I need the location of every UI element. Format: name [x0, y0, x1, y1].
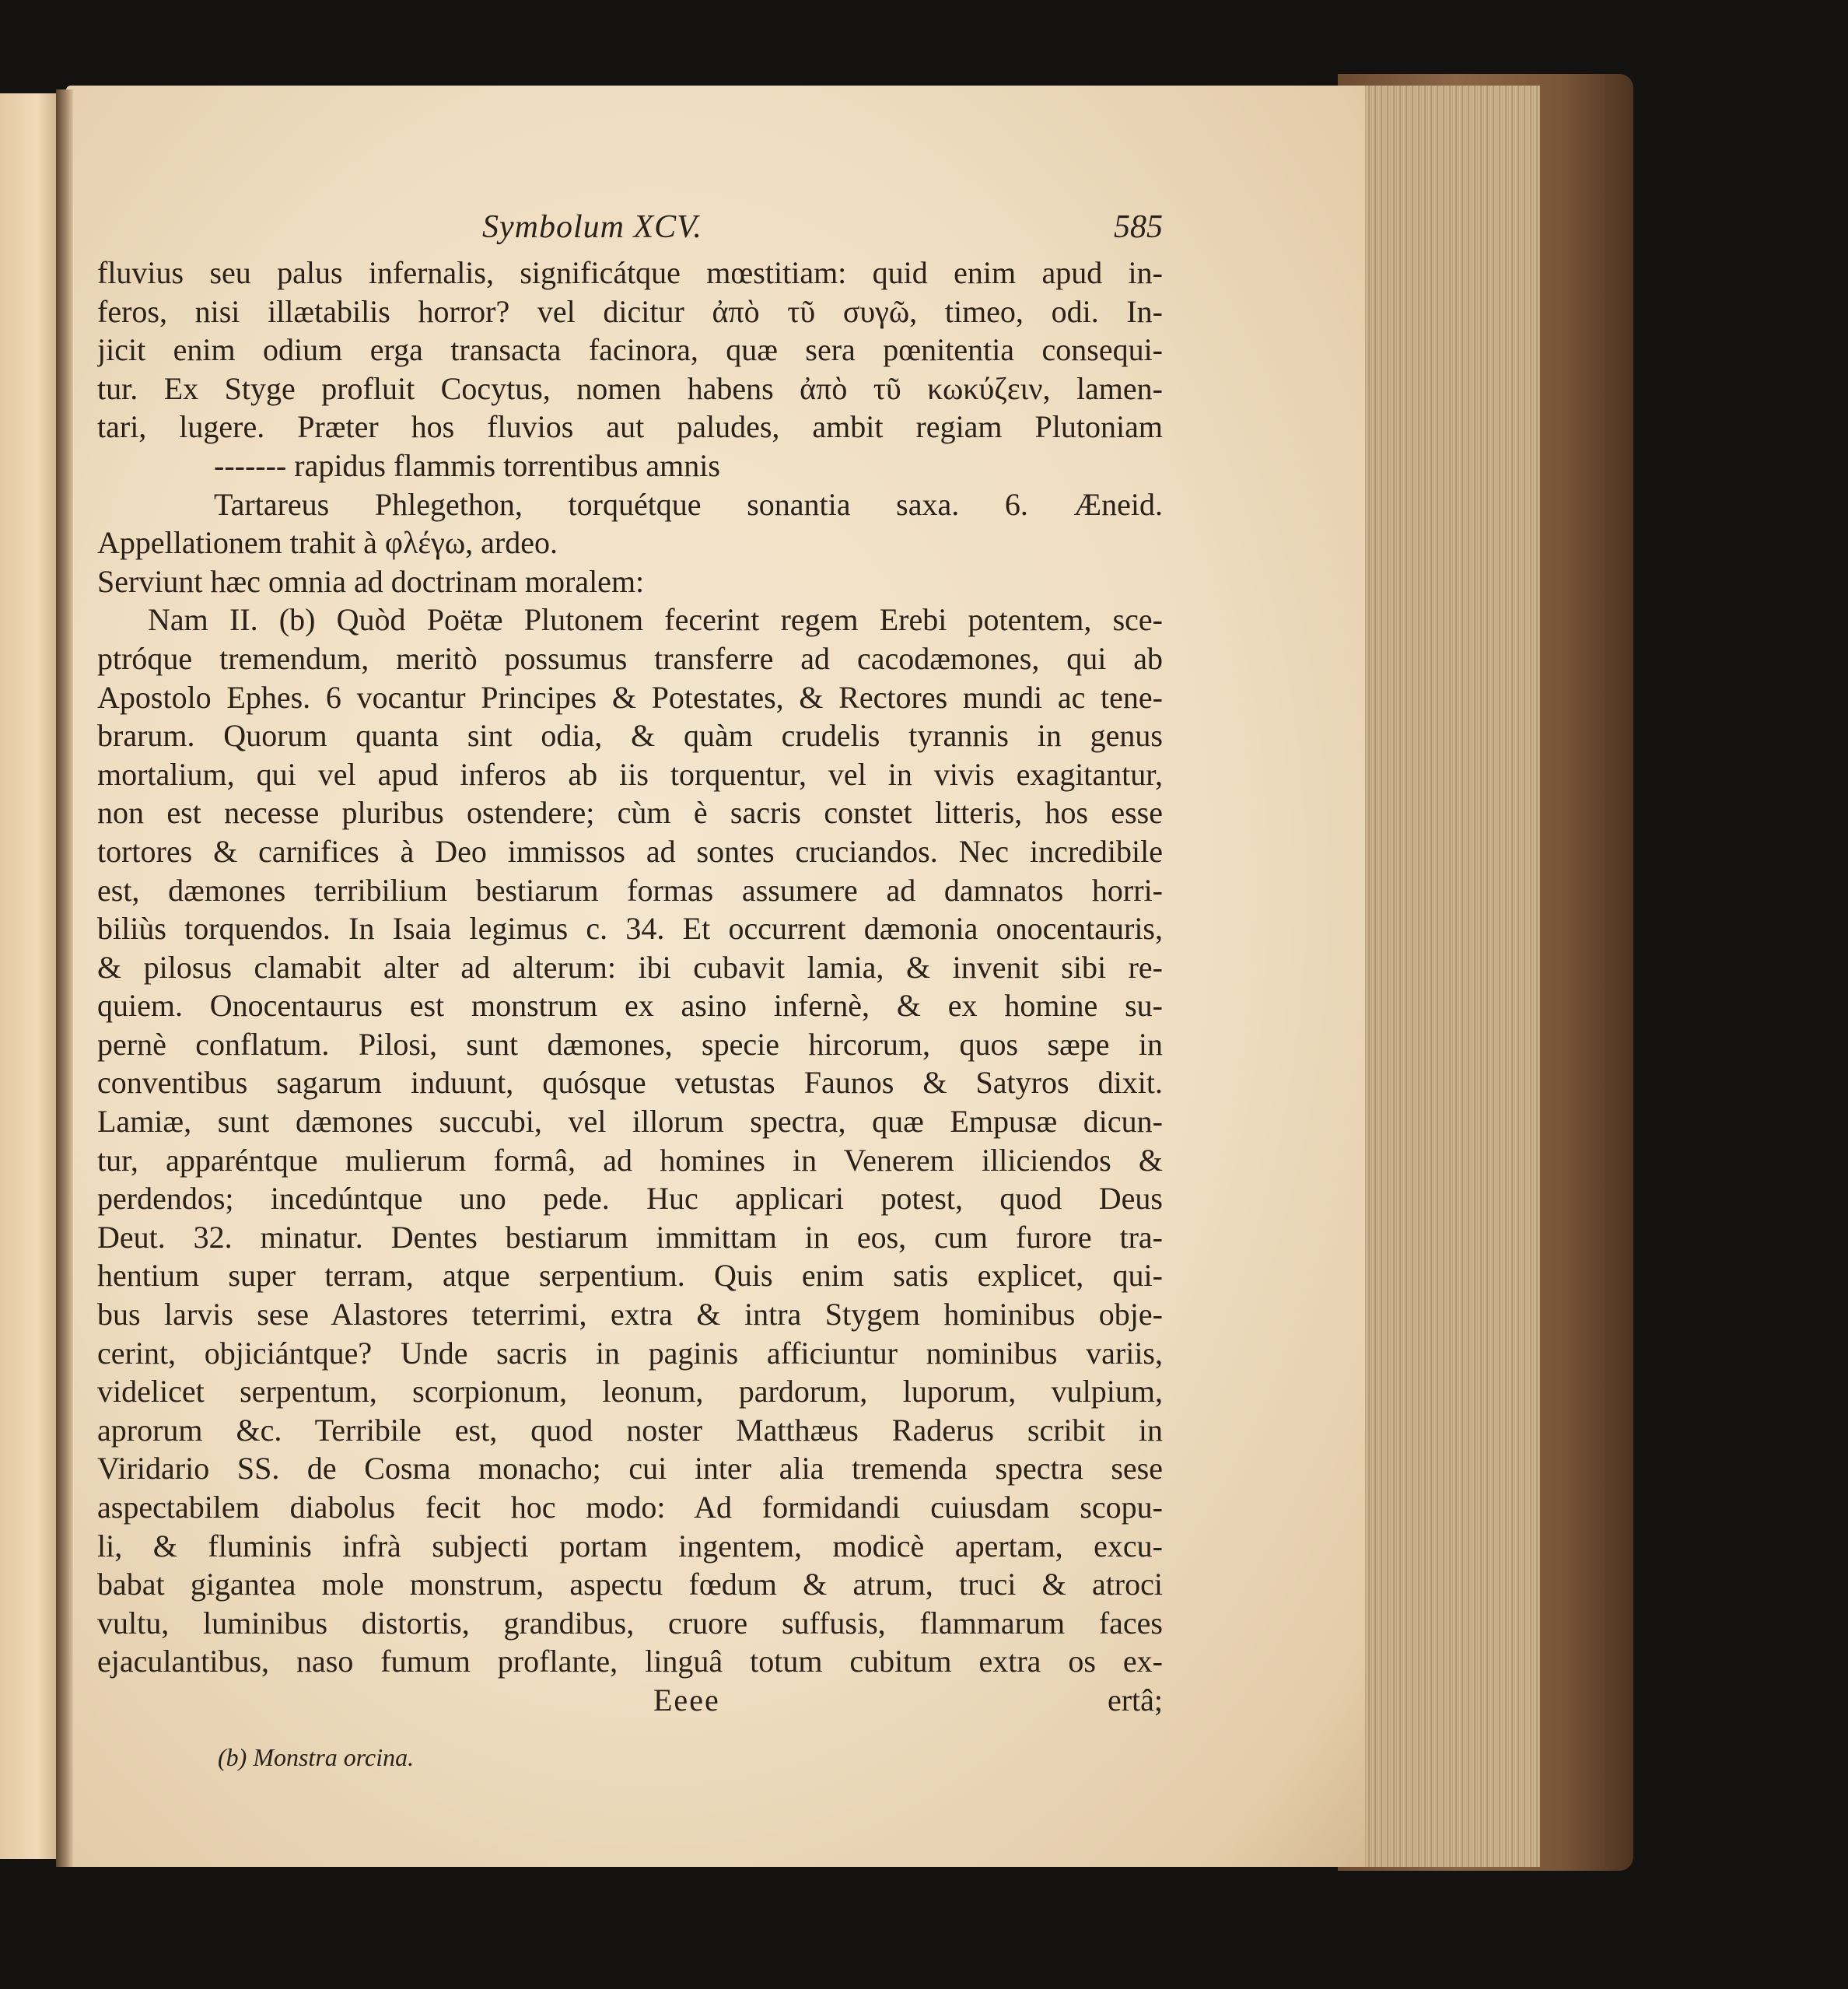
signature-mark: Eeee: [653, 1682, 720, 1718]
text-line: babat gigantea mole monstrum, aspectu fœdum & atrum, truci & atroci: [97, 1567, 1163, 1602]
facing-page-edge: [0, 93, 62, 1859]
text-line: fluvius seu palus infernalis, significátque mœstitiam: quid enim apud in-: [97, 255, 1163, 290]
text-line: Lamiæ, sunt dæmones succubi, vel illorum spectra, quæ Empusæ dicun-: [97, 1104, 1163, 1140]
text-line: aspectabilem diabolus fecit hoc modo: Ad formidandi cuiusdam scopu-: [97, 1490, 1163, 1525]
text-line: non est necesse pluribus ostendere; cùm è sacris constet litteris, hos esse: [97, 795, 1163, 831]
text-line: videlicet serpentum, scorpionum, leonum, pardorum, luporum, vulpium,: [97, 1374, 1163, 1409]
text-line: aprorum &c. Terribile est, quod noster Matthæus Raderus scribit in: [97, 1412, 1163, 1448]
running-head: Symbolum XCV.: [482, 209, 702, 245]
text-line: ejaculantibus, naso fumum proflante, linguâ totum cubitum extra os ex-: [97, 1644, 1163, 1679]
text-line: tur. Ex Styge profluit Cocytus, nomen habens ἀπὸ τῦ κωκύζειν, lamen-: [97, 370, 1163, 406]
verse-line: Tartareus Phlegethon, torquétque sonantia saxa. 6. Æneid.: [214, 486, 1163, 522]
verse-line: ------- rapidus flammis torrentibus amnis: [214, 447, 720, 483]
text-line: li, & fluminis infrà subjecti portam ingentem, modicè apertam, excu-: [97, 1528, 1163, 1564]
text-line: biliùs torquendos. In Isaia legimus c. 34. Et occurrent dæmonia onocentauris,: [97, 911, 1163, 947]
text-line: & pilosus clamabit alter ad alterum: ibi cubavit lamia, & invenit sibi re-: [97, 949, 1163, 985]
text-line: vultu, luminibus distortis, grandibus, cruore suffusis, flammarum faces: [97, 1605, 1163, 1641]
page-footer: [97, 1681, 1163, 1720]
text-line: Deut. 32. minatur. Dentes bestiarum immittam in eos, cum furore tra-: [97, 1219, 1163, 1255]
text-line: perdendos; incedúntque uno pede. Huc applicari potest, quod Deus: [97, 1181, 1163, 1217]
text-line: tortores & carnifices à Deo immissos ad sontes cruciandos. Nec incredibile: [97, 833, 1163, 869]
text-line: pernè conflatum. Pilosi, sunt dæmones, specie hircorum, quos sæpe in: [97, 1026, 1163, 1062]
text-line: Appellationem trahit à φλέγω, ardeo.: [97, 525, 558, 561]
text-line: Viridario SS. de Cosma monacho; cui inter alia tremenda spectra sese: [97, 1451, 1163, 1486]
page-fore-edge: [1353, 86, 1540, 1867]
text-line: ptróque tremendum, meritò possumus transferre ad cacodæmones, qui ab: [97, 640, 1163, 676]
footnote: (b) Monstra orcina.: [218, 1742, 415, 1771]
catchword: ertâ;: [1107, 1682, 1163, 1718]
text-line: tur, apparéntque mulierum formâ, ad homines in Venerem illiciendos &: [97, 1142, 1163, 1178]
text-line: est, dæmones terribilium bestiarum formas assumere ad damnatos horri-: [97, 872, 1163, 908]
book-gutter: [56, 89, 73, 1867]
text-line: bus larvis sese Alastores teterrimi, extra & intra Stygem hominibus obje-: [97, 1297, 1163, 1332]
text-line: brarum. Quorum quanta sint odia, & quàm crudelis tyrannis in genus: [97, 718, 1163, 754]
page-header: [97, 208, 1163, 254]
text-line: tari, lugere. Præter hos fluvios aut paludes, ambit regiam Plutoniam: [97, 409, 1163, 445]
text-line: feros, nisi illætabilis horror? vel dicitur ἀπὸ τῦ συγῶ, timeo, odi. In-: [97, 293, 1163, 329]
text-line: hentium super terram, atque serpentium. Quis enim satis explicet, qui-: [97, 1258, 1163, 1294]
page-text-block: [97, 208, 1163, 1773]
text-line: conventibus sagarum induunt, quósque vetustas Faunos & Satyros dixit.: [97, 1065, 1163, 1101]
text-line: quiem. Onocentaurus est monstrum ex asino infernè, & ex homine su-: [97, 988, 1163, 1024]
text-line: Serviunt hæc omnia ad doctrinam moralem:: [97, 563, 645, 599]
text-line: Apostolo Ephes. 6 vocantur Principes & Potestates, & Rectores mundi ac tene-: [97, 679, 1163, 715]
text-line: jicit enim odium erga transacta facinora, quæ sera pœnitentia consequi-: [97, 332, 1163, 368]
paragraph-start-line: Nam II. (b) Quòd Poëtæ Plutonem fecerint regem Erebi potentem, sce-: [148, 602, 1163, 638]
text-line: mortalium, qui vel apud inferos ab iis torquentur, vel in vivis exagitantur,: [97, 756, 1163, 792]
page-number: 585: [1114, 209, 1163, 245]
text-line: cerint, objiciántque? Unde sacris in paginis afficiuntur nominibus variis,: [97, 1335, 1163, 1371]
